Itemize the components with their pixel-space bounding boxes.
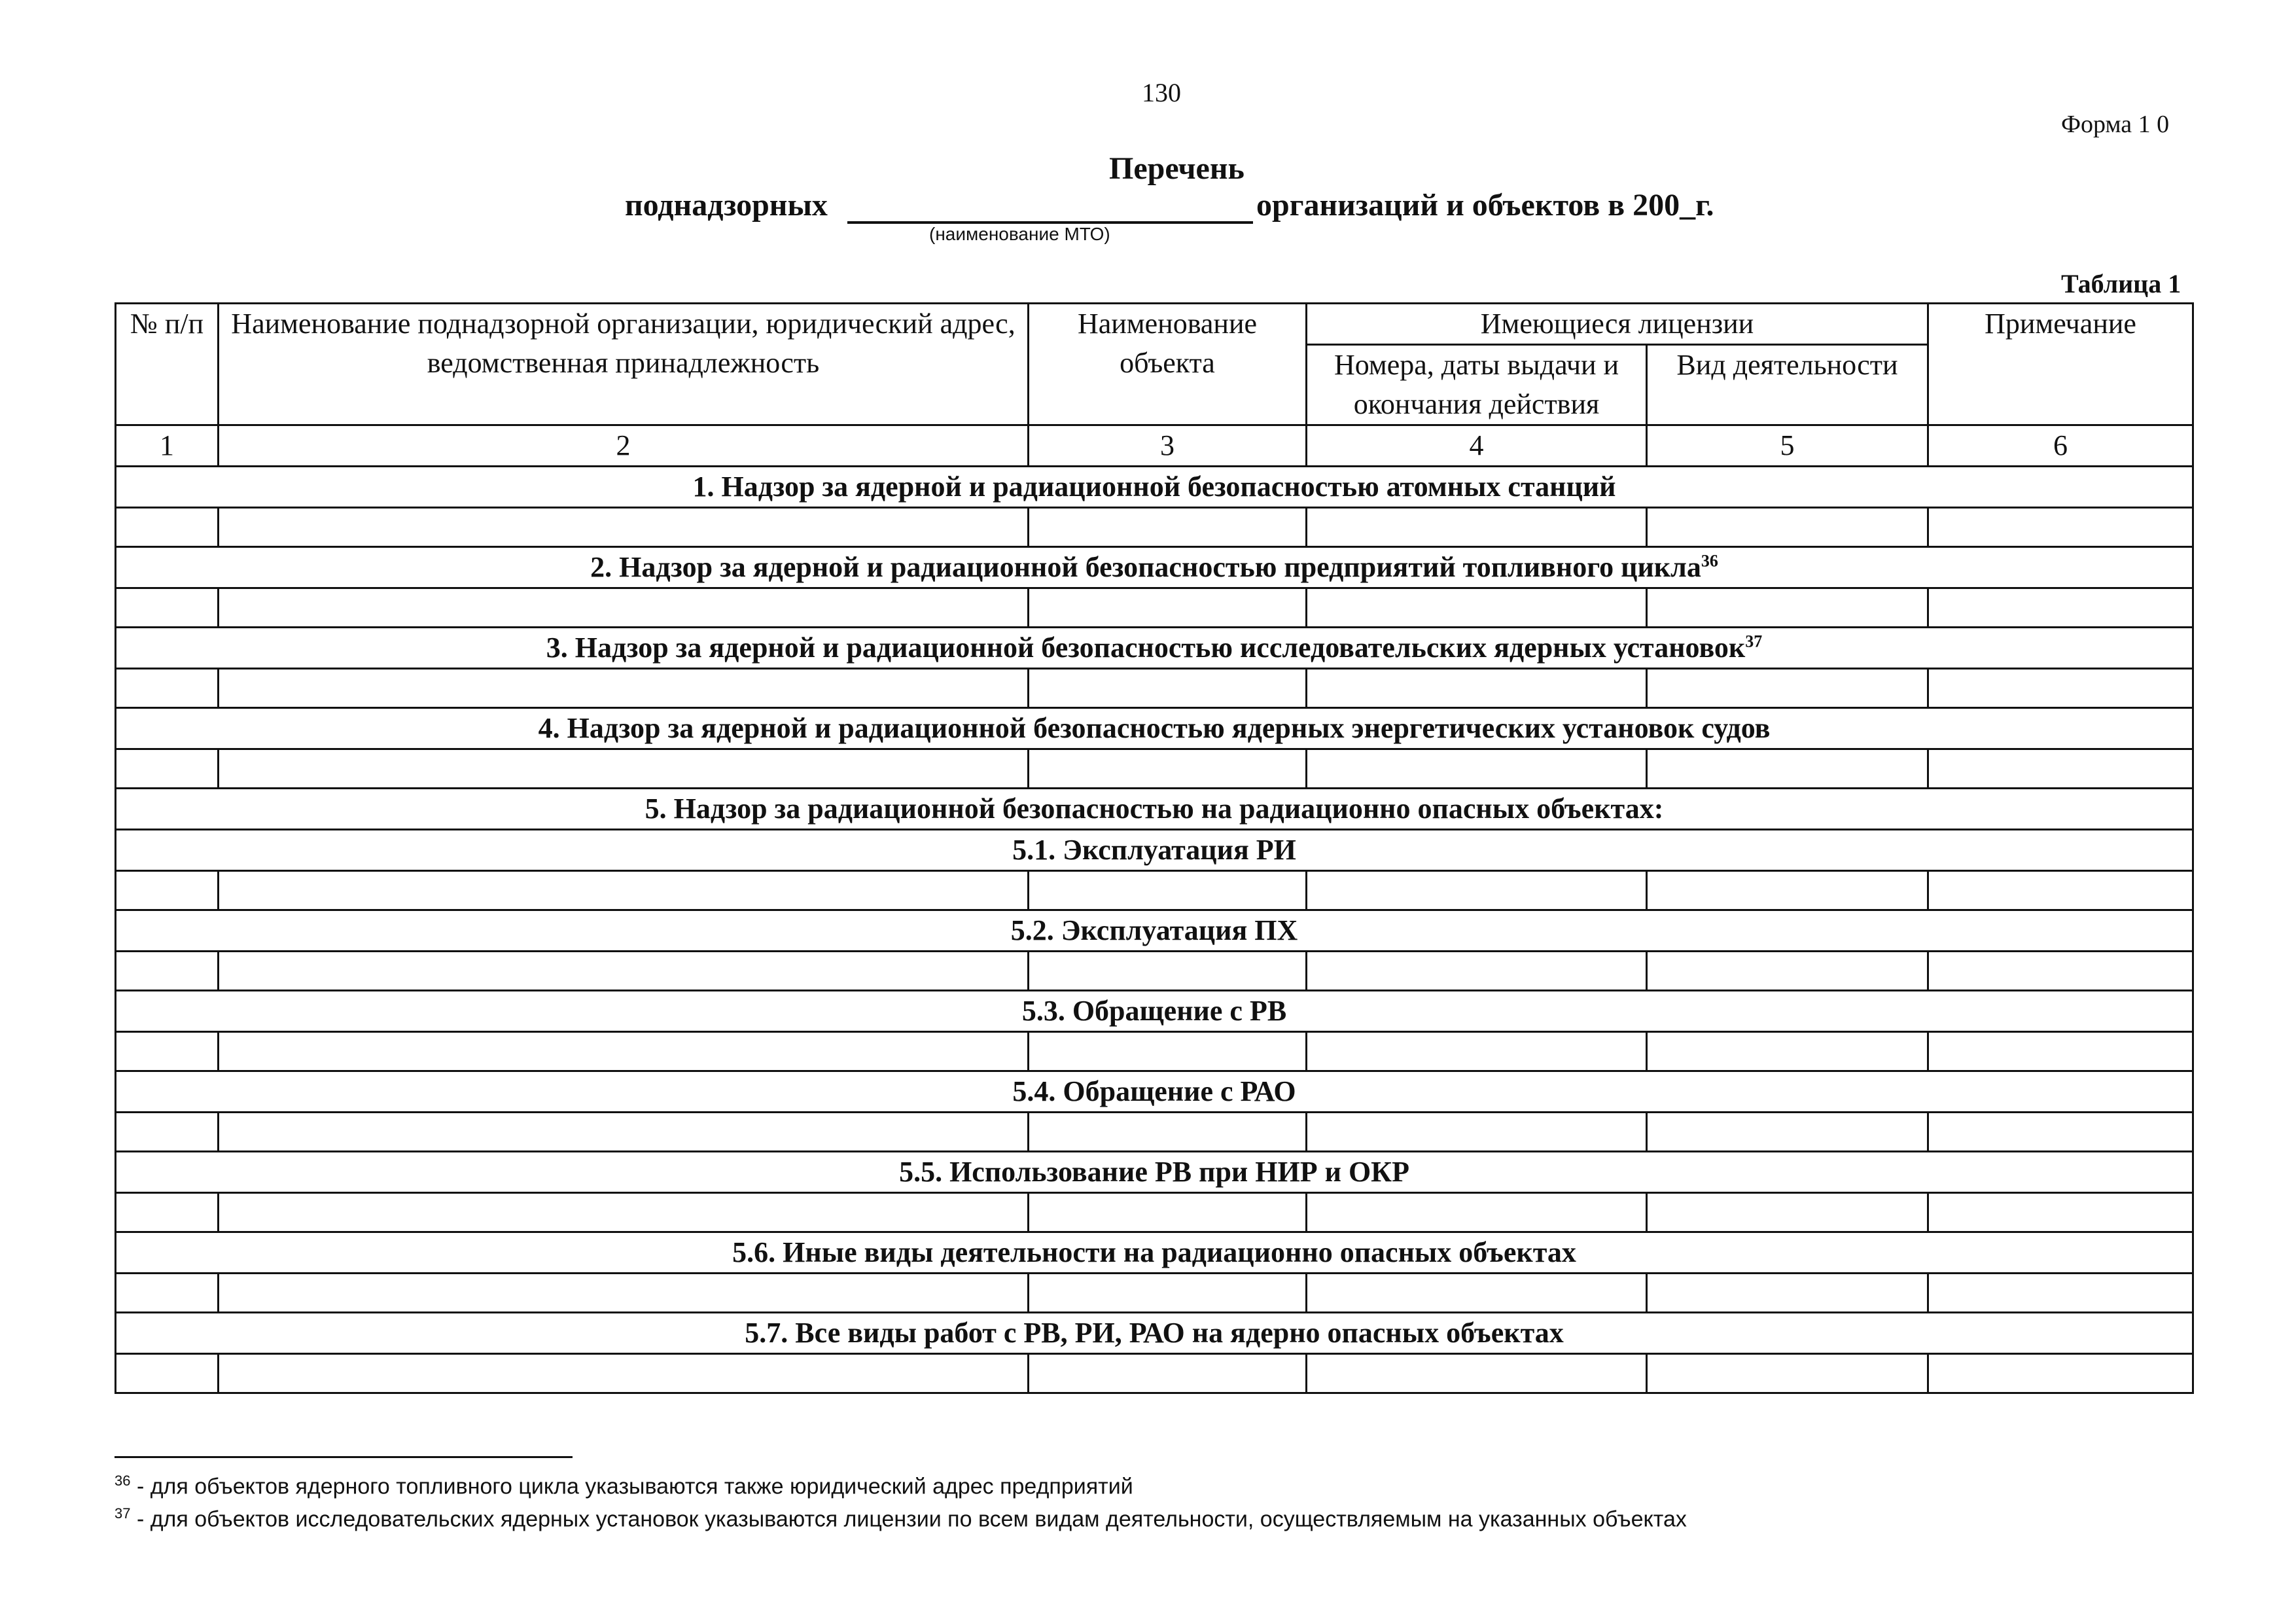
- section-heading: 5. Надзор за радиационной безопасностью на радиационно опасных объектах:: [116, 789, 2193, 830]
- section-heading: 1. Надзор за ядерной и радиационной безопасностью атомных станций: [116, 467, 2193, 508]
- form-label: Форма 1 0: [2061, 111, 2170, 138]
- header-license-numbers: Номера, даты выдачи и окончания действия: [1307, 345, 1647, 425]
- column-number-row: [116, 425, 2193, 467]
- footnote-text: - для объектов ядерного топливного цикла указываются также юридический адрес предприятий: [136, 1474, 1133, 1499]
- registry-table: [115, 302, 2194, 1394]
- col-number: 1: [116, 425, 219, 467]
- title-prefix: поднадзорных: [625, 188, 828, 223]
- section-heading: 2. Надзор за ядерной и радиационной безопасностью предприятий топливного цикла$^{36}$: [116, 547, 2193, 588]
- table-row: [116, 1193, 2193, 1232]
- col-number: 6: [1928, 425, 2193, 467]
- footnote-37: [115, 1505, 1687, 1532]
- footnote-divider: [115, 1456, 573, 1458]
- col-number: 2: [219, 425, 1029, 467]
- subsection-heading: 5.3. Обращение с РВ: [116, 991, 2193, 1032]
- header-num: № п/п: [116, 304, 219, 425]
- section-heading: 3. Надзор за ядерной и радиационной безопасностью исследовательских ядерных установок$^{37}$: [116, 628, 2193, 669]
- subsection-heading: 5.6. Иные виды деятельности на радиационно опасных объектах: [116, 1232, 2193, 1274]
- subsection-heading: 5.2. Эксплуатация ПХ: [116, 910, 2193, 952]
- header-row-1: [116, 304, 2193, 345]
- subsection-heading: 5.4. Обращение с РАО: [116, 1071, 2193, 1113]
- table-row: [116, 588, 2193, 628]
- table-row: [116, 749, 2193, 789]
- table-row: [116, 952, 2193, 991]
- col-number: 5: [1647, 425, 1928, 467]
- table-row: [116, 1274, 2193, 1313]
- title-suffix: организаций и объектов в 200_г.: [1256, 188, 1714, 223]
- footnote-36: [115, 1472, 1133, 1499]
- header-note: Примечание: [1928, 304, 2193, 425]
- header-org: Наименование поднадзорной организации, юридический адрес, ведомственная принадлежность: [219, 304, 1029, 425]
- header-licenses: Имеющиеся лицензии: [1307, 304, 1928, 345]
- footnote-mark: 36: [115, 1472, 131, 1489]
- title-line2: [0, 187, 2296, 226]
- table-row: [116, 1113, 2193, 1152]
- page-number: 130: [1142, 78, 1181, 107]
- col-number: 4: [1307, 425, 1647, 467]
- subsection-heading: 5.7. Все виды работ с РВ, РИ, РАО на ядерно опасных объектах: [116, 1313, 2193, 1354]
- table-row: [116, 508, 2193, 547]
- section-heading: 4. Надзор за ядерной и радиационной безопасностью ядерных энергетических установок судов: [116, 708, 2193, 749]
- table-row: [116, 1354, 2193, 1393]
- blank-hint: (наименование МТО): [929, 224, 1110, 244]
- footnote-text: - для объектов исследовательских ядерных установок указываются лицензии по всем видам деятельности, осуществляемым на указанных объектах: [136, 1507, 1687, 1532]
- col-number: 3: [1029, 425, 1307, 467]
- footnote-mark: 37: [115, 1505, 131, 1522]
- title-line1: Перечень: [1109, 151, 1245, 186]
- subsection-heading: 5.5. Использование РВ при НИР и ОКР: [116, 1152, 2193, 1193]
- header-activity: Вид деятельности: [1647, 345, 1928, 425]
- subsection-heading: 5.1. Эксплуатация РИ: [116, 830, 2193, 871]
- table-row: [116, 1032, 2193, 1071]
- table-caption: Таблица 1: [2061, 269, 2181, 298]
- table-row: [116, 871, 2193, 910]
- table-row: [116, 669, 2193, 708]
- header-object: Наименование объекта: [1029, 304, 1307, 425]
